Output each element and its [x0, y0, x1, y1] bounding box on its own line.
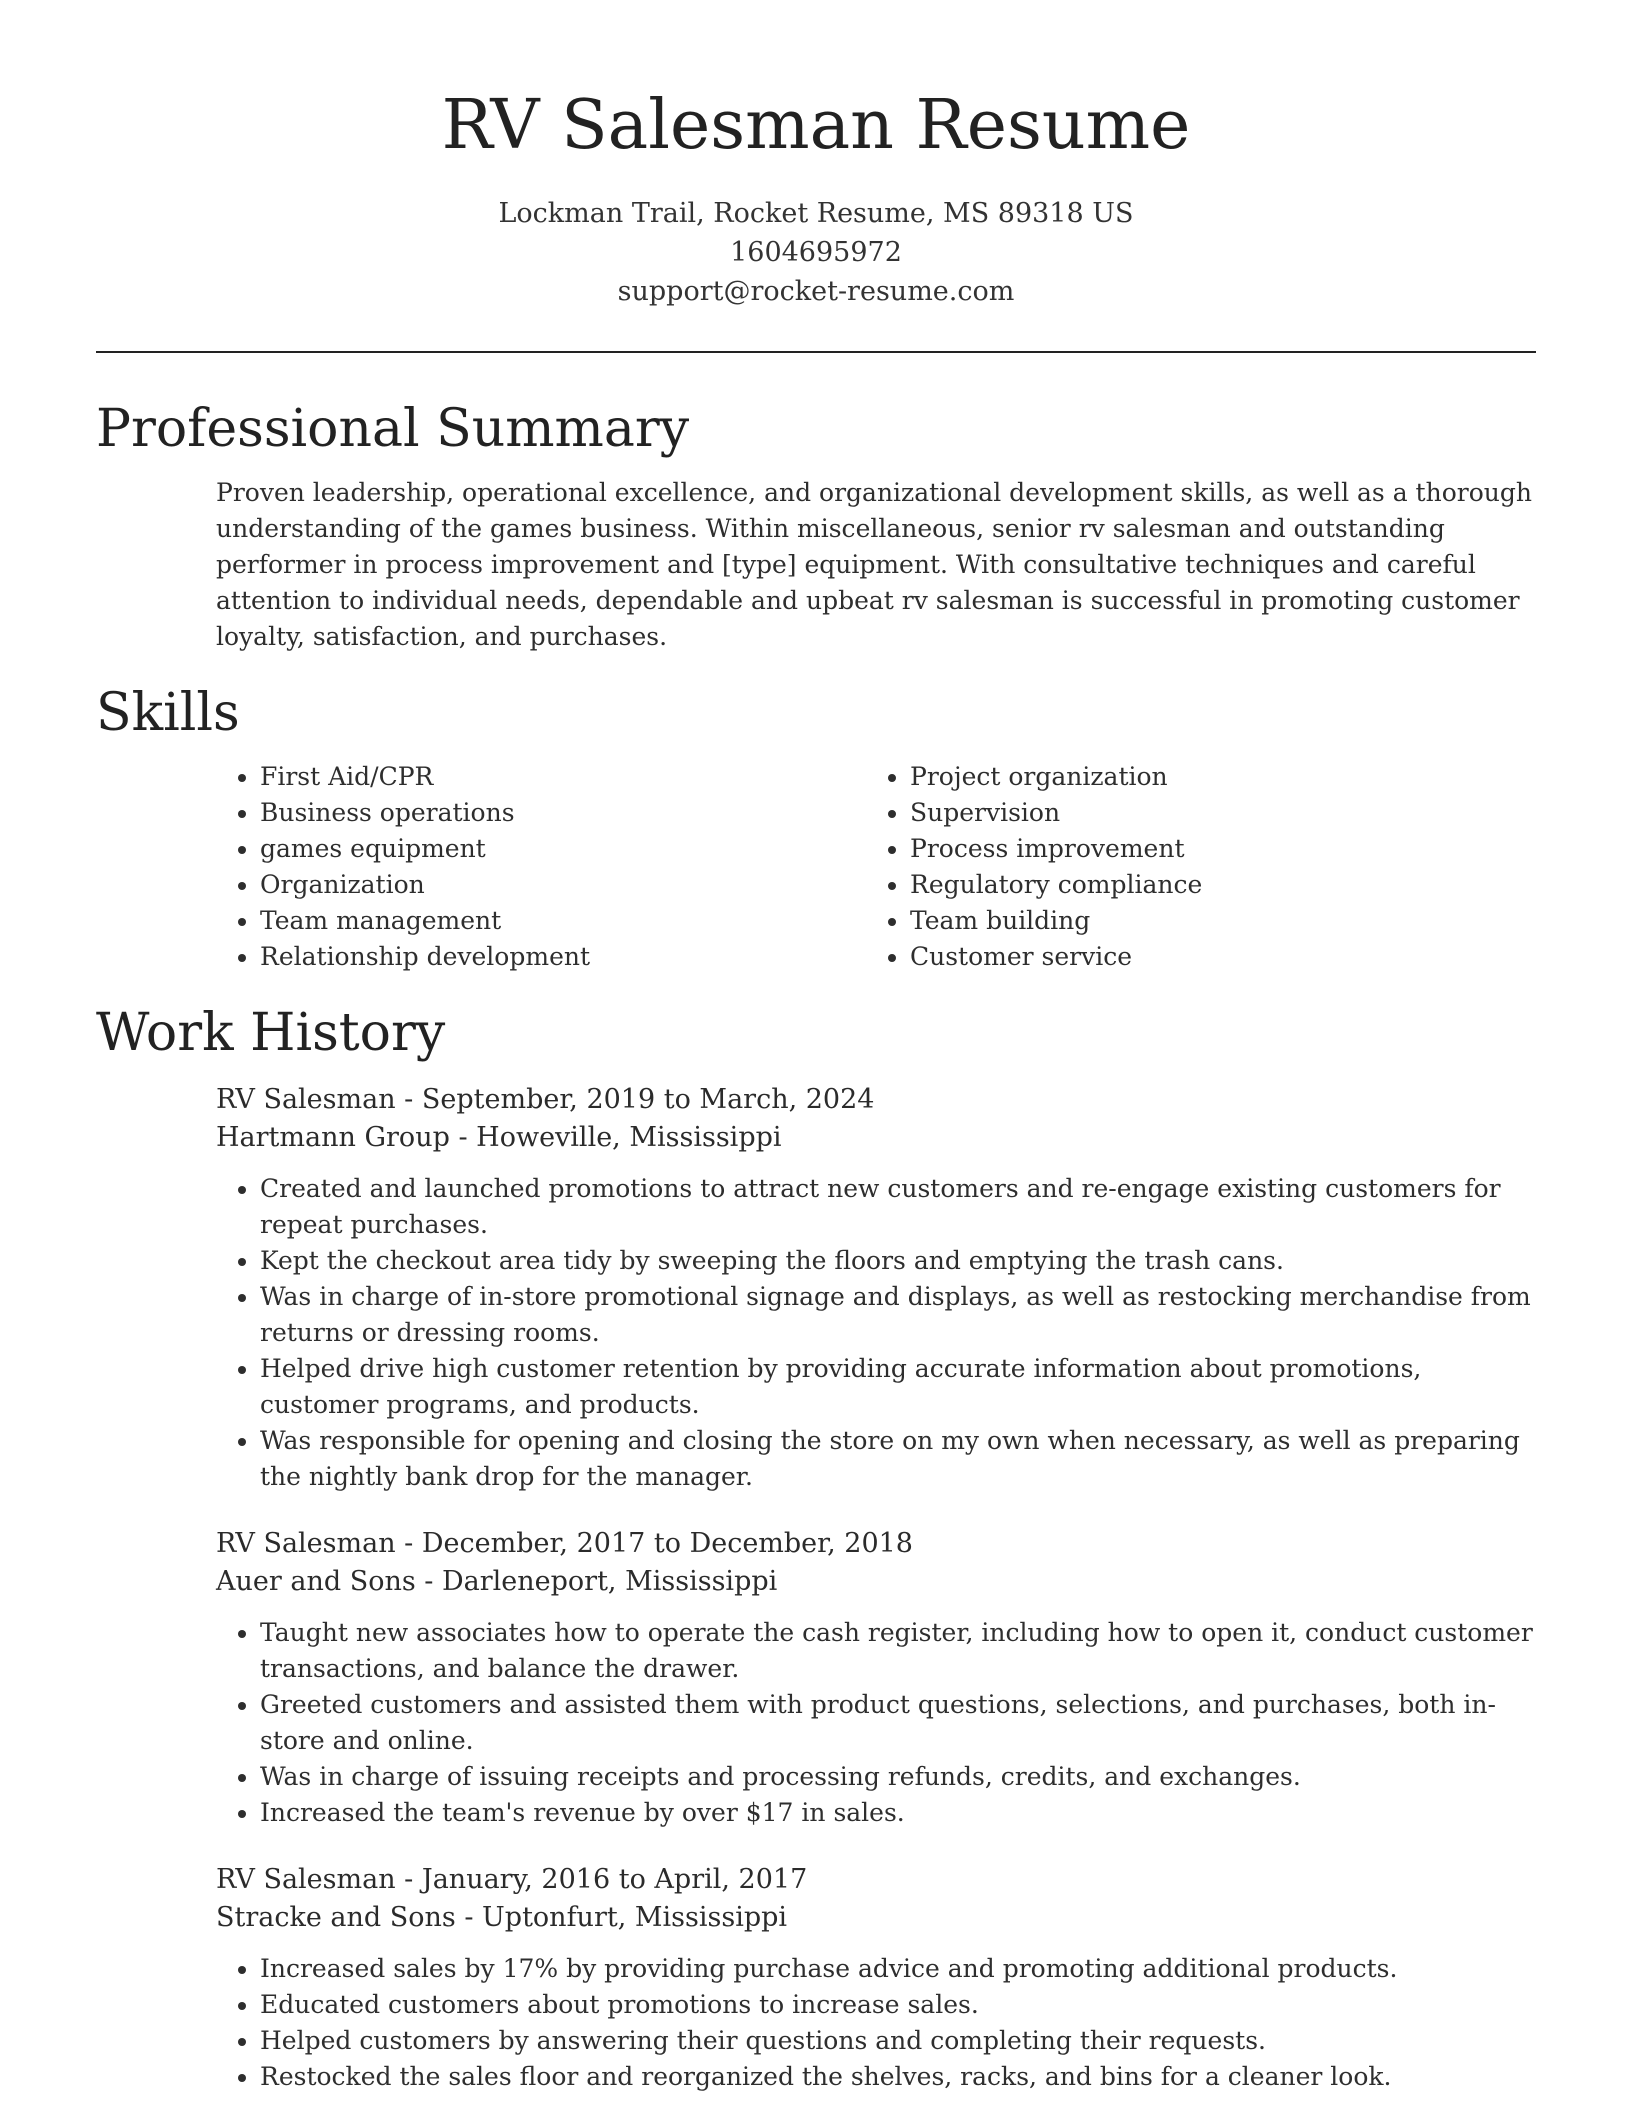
job-bullet: • Kept the checkout area tidy by sweeping the floors and emptying the trash cans. — [260, 1243, 1536, 1279]
email: support@rocket-resume.com — [617, 276, 1015, 307]
skill-item: • Regulatory compliance — [910, 867, 1516, 903]
job-entry — [216, 1525, 1536, 1831]
address: Lockman Trail, Rocket Resume, MS 89318 US — [498, 198, 1134, 229]
resume-header — [96, 0, 1536, 311]
job-bullets — [216, 1951, 1536, 2095]
job-bullet: • Was in charge of issuing receipts and processing refunds, credits, and exchanges. — [260, 1759, 1536, 1795]
job-bullet: • Increased the team's revenue by over $17 in sales. — [260, 1795, 1536, 1831]
job-bullets — [216, 1171, 1536, 1495]
work-history-heading: Work History — [96, 1003, 446, 1063]
skills-heading: Skills — [96, 683, 240, 743]
skills-grid — [216, 759, 1536, 975]
job-bullet: • Greeted customers and assisted them with product questions, selections, and purchases, both in-store and online. — [260, 1687, 1536, 1759]
job-bullet: • Created and launched promotions to attract new customers and re-engage existing customers for repeat purchases. — [260, 1171, 1536, 1243]
job-company-line: Hartmann Group - Howeville, Mississippi — [216, 1122, 782, 1153]
skills-list-right — [866, 759, 1516, 975]
job-bullet: • Helped customers by answering their questions and completing their requests. — [260, 2023, 1536, 2059]
phone: 1604695972 — [730, 237, 902, 268]
job-company-line: Stracke and Sons - Uptonfurt, Mississippi — [216, 1902, 788, 1933]
job-title-line: RV Salesman - January, 2016 to April, 2017 — [216, 1864, 808, 1895]
job-bullet: • Educated customers about promotions to increase sales. — [260, 1987, 1536, 2023]
job-title-line: RV Salesman - December, 2017 to December, 2018 — [216, 1528, 913, 1559]
resume-page — [96, 0, 1536, 2095]
job-entry — [216, 1861, 1536, 2095]
skill-item: • Customer service — [910, 939, 1516, 975]
job-entry — [216, 1081, 1536, 1495]
summary-text: Proven leadership, operational excellence, and organizational development skills, as well as a thorough understanding of the games business. Within miscellaneous, senior rv salesman and outstanding performer in process improvement and [type] equipment. With consultative techniques and careful attention to individual needs, dependable and upbeat rv salesman is successful in promoting customer loyalty, satisfaction, and purchases. — [216, 478, 1532, 651]
work-history-list — [216, 1081, 1536, 2095]
job-bullet: • Was in charge of in-store promotional signage and displays, as well as restocking merchandise from returns or dressing rooms. — [260, 1279, 1536, 1351]
skill-item: • Team building — [910, 903, 1516, 939]
skill-item: • Project organization — [910, 759, 1516, 795]
job-title-line: RV Salesman - September, 2019 to March, 2024 — [216, 1084, 875, 1115]
skill-item: • Process improvement — [910, 831, 1516, 867]
resume-title: RV Salesman Resume — [441, 86, 1191, 165]
contact-block — [96, 194, 1536, 311]
header-divider — [96, 351, 1536, 353]
skill-item: • games equipment — [260, 831, 866, 867]
summary-heading: Professional Summary — [96, 399, 690, 459]
skill-item: • Supervision — [910, 795, 1516, 831]
job-bullet: • Taught new associates how to operate the cash register, including how to open it, conduct customer transactions, and balance the drawer. — [260, 1615, 1536, 1687]
job-bullet: • Increased sales by 17% by providing purchase advice and promoting additional products. — [260, 1951, 1536, 1987]
job-company-line: Auer and Sons - Darleneport, Mississippi — [216, 1566, 778, 1597]
skill-item: • Business operations — [260, 795, 866, 831]
skills-list-left — [216, 759, 866, 975]
skill-item: • Organization — [260, 867, 866, 903]
job-bullet: • Helped drive high customer retention by providing accurate information about promotions, customer programs, and products. — [260, 1351, 1536, 1423]
skill-item: • Relationship development — [260, 939, 866, 975]
skill-item: • Team management — [260, 903, 866, 939]
job-bullet: • Was responsible for opening and closing the store on my own when necessary, as well as preparing the nightly bank drop for the manager. — [260, 1423, 1536, 1495]
job-bullet: • Restocked the sales floor and reorganized the shelves, racks, and bins for a cleaner look. — [260, 2059, 1536, 2095]
job-bullets — [216, 1615, 1536, 1831]
skill-item: • First Aid/CPR — [260, 759, 866, 795]
